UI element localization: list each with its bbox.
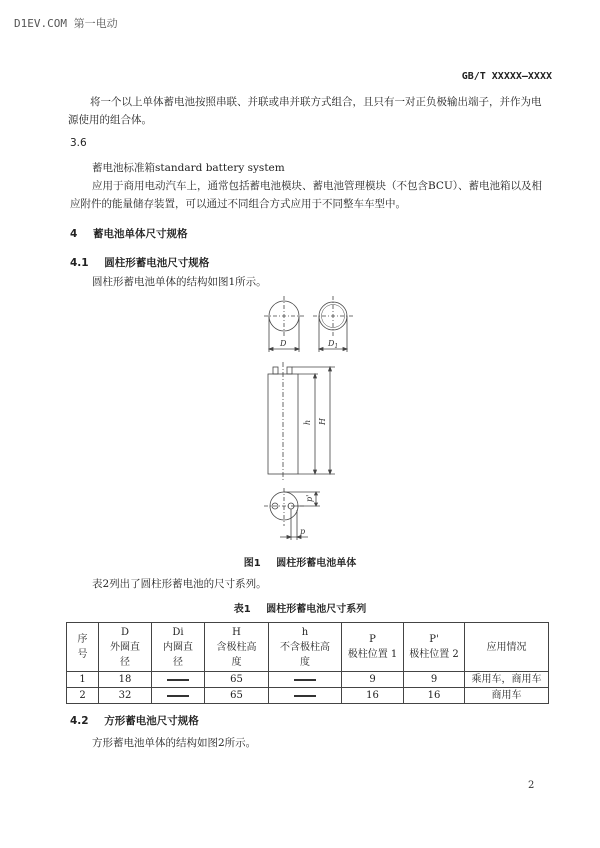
site-watermark: D1EV.COM 第一电动 xyxy=(14,17,118,30)
header-cell-P-prime: P' 极柱位置 2 xyxy=(404,623,465,672)
dash-mark xyxy=(294,695,316,697)
label-p: p xyxy=(300,527,306,536)
label-D1: $D_1$ xyxy=(328,339,339,350)
section-4-2-heading xyxy=(70,713,199,728)
table-row xyxy=(67,688,549,704)
cell-index: 2 xyxy=(67,688,99,704)
header-cell-D: D 外圈直 径 xyxy=(99,623,152,672)
table-intro-text: 表2列出了圆柱形蓄电池的尺寸系列。 xyxy=(92,578,267,590)
table-1-caption-text: 圆柱形蓄电池尺寸系列 xyxy=(266,604,367,615)
cell-P-prime: 9 xyxy=(404,672,465,688)
dash-mark xyxy=(167,695,189,697)
table-header-row xyxy=(67,623,549,672)
header-cell-Di: Di 内圈直 径 xyxy=(152,623,205,672)
intro-paragraph-line2: 源使用的组合体。 xyxy=(68,114,152,126)
label-H: H xyxy=(318,418,327,425)
cell-h xyxy=(269,688,342,704)
header-cell-h: h 不含极柱高 度 xyxy=(269,623,342,672)
standard-number: GB/T XXXXX—XXXX xyxy=(461,71,552,82)
cell-P: 9 xyxy=(342,672,404,688)
figure-1-drawing xyxy=(250,290,380,550)
table-row xyxy=(67,672,549,688)
label-h: h xyxy=(303,419,312,425)
section-3-6-definition-line2: 应附件的能量储存装置，可以通过不同组合方式应用于不同整车车型中。 xyxy=(70,198,406,210)
cell-D: 32 xyxy=(99,688,152,704)
section-4-1-number: 4.1 xyxy=(70,257,89,269)
label-p-prime: p' xyxy=(305,494,314,502)
section-4-heading xyxy=(70,226,187,241)
cell-H: 65 xyxy=(205,688,269,704)
label-D: D xyxy=(280,339,287,348)
page-number: 2 xyxy=(528,780,535,791)
section-3-6-term: 蓄电池标准箱standard battery system xyxy=(92,162,285,174)
section-4-title: 蓄电池单体尺寸规格 xyxy=(92,228,188,240)
cell-h xyxy=(269,672,342,688)
section-4-2-title: 方形蓄电池尺寸规格 xyxy=(104,715,199,727)
cell-Di xyxy=(152,672,205,688)
cell-H: 65 xyxy=(205,672,269,688)
cell-D: 18 xyxy=(99,672,152,688)
dimension-table xyxy=(66,622,549,704)
section-4-1-title: 圆柱形蓄电池尺寸规格 xyxy=(104,257,210,269)
cell-index: 1 xyxy=(67,672,99,688)
figure-1-caption-number: 图1 xyxy=(243,558,261,569)
intro-paragraph-line1: 将一个以上单体蓄电池按照串联、并联或串并联方式组合，且只有一对正负极输出端子，并作为电 xyxy=(90,96,542,108)
figure-1-caption xyxy=(0,554,600,569)
cell-P-prime: 16 xyxy=(404,688,465,704)
section-3-6-number: 3.6 xyxy=(70,137,87,149)
header-cell-P: P 极柱位置 1 xyxy=(342,623,404,672)
header-cell-H: H 含极柱高 度 xyxy=(205,623,269,672)
dash-mark xyxy=(294,679,316,681)
section-3-6-definition-line1: 应用于商用电动汽车上，通常包括蓄电池模块、蓄电池管理模块（不包含BCU）、蓄电池箱以及相 xyxy=(92,180,543,192)
section-4-2-number: 4.2 xyxy=(70,715,89,727)
header-cell-index: 序 号 xyxy=(67,623,99,672)
dash-mark xyxy=(167,679,189,681)
cell-application: 乘用车，商用车 xyxy=(465,672,549,688)
section-4-number: 4 xyxy=(70,228,78,240)
section-4-2-text: 方形蓄电池单体的结构如图2所示。 xyxy=(92,737,257,749)
cell-Di xyxy=(152,688,205,704)
figure-1-caption-text: 圆柱形蓄电池单体 xyxy=(276,558,357,569)
section-4-1-heading xyxy=(70,255,209,270)
cell-application: 商用车 xyxy=(465,688,549,704)
table-1-caption xyxy=(0,600,600,615)
cell-P: 16 xyxy=(342,688,404,704)
header-cell-application: 应用情况 xyxy=(465,623,549,672)
section-4-1-text: 圆柱形蓄电池单体的结构如图1所示。 xyxy=(92,276,267,288)
table-1-caption-number: 表1 xyxy=(233,604,251,615)
